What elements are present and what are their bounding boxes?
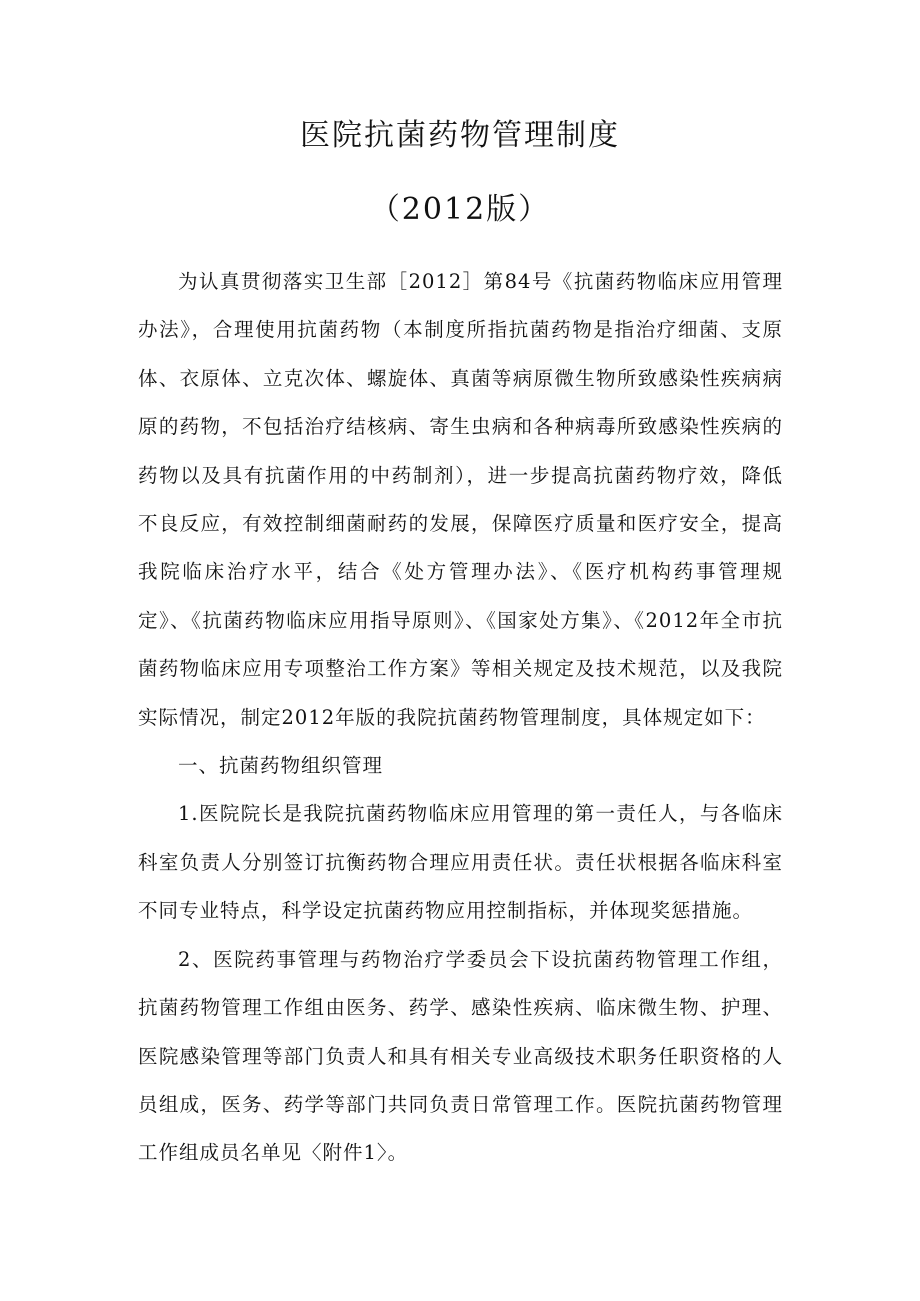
paragraph-item-2: 2、医院药事管理与药物治疗学委员会下设抗菌药物管理工作组，抗菌药物管理工作组由医务、药学、感染性疾病、临床微生物、护理、医院感染管理等部门负责人和具有相关专业高级技术职务任职资格的人员组成，医务、药学等部门共同负责日常管理工作。医院抗菌药物管理工作组成员名单见〈附件1〉。 (138, 947, 783, 1165)
paragraph-item-1: 1.医院院长是我院抗菌药物临床应用管理的第一责任人，与各临床科室负责人分别签订抗衡药物合理应用责任状。责任状根据各临床科室不同专业特点，科学设定抗菌药物应用控制指标，并体现奖惩措施。 (138, 802, 783, 923)
document-subtitle: （2012版） (369, 192, 551, 227)
section-heading-organization: 一、抗菌药物组织管理 (178, 754, 384, 778)
paragraph-intro: 为认真贯彻落实卫生部［2012］第84号《抗菌药物临床应用管理办法》，合理使用抗菌药物（本制度所指抗菌药物是指治疗细菌、支原体、衣原体、立克次体、螺旋体、真菌等病原微生物所致感染性疾病病原的药物，不包括治疗结核病、寄生虫病和各种病毒所致感染性疾病的药物以及具有抗菌作用的中药制剂），进一步提高抗菌药物疗效，降低不良反应，有效控制细菌耐药的发展，保障医疗质量和医疗安全，提高我院临床治疗水平，结合《处方管理办法》、《医疗机构药事管理规定》、《抗菌药物临床应用指导原则》、《国家处方集》、《2012年全市抗菌药物临床应用专项整治工作方案》等相关规定及技术规范，以及我院实际情况，制定2012年版的我院抗菌药物管理制度，具体规定如下： (138, 270, 783, 729)
document-body (138, 258, 783, 1178)
document-title: 医院抗菌药物管理制度 (300, 118, 620, 153)
